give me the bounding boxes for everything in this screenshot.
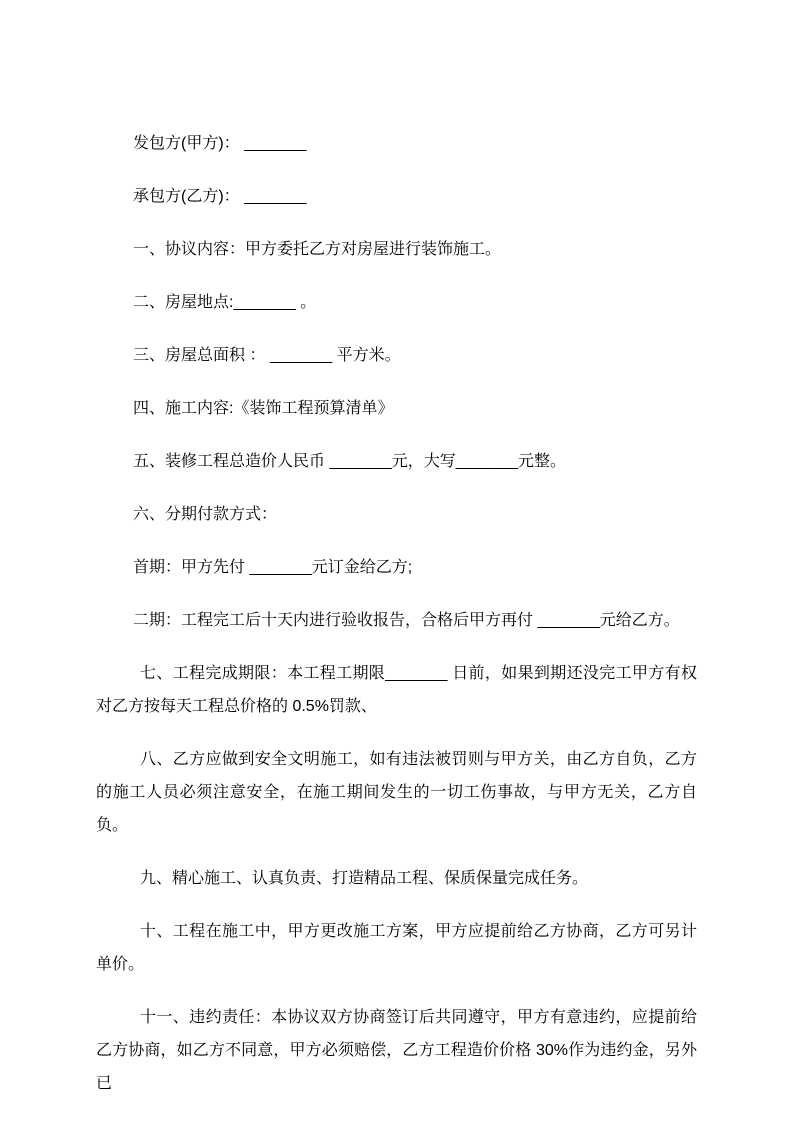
payment-second-installment: 二期：工程完工后十天内进行验收报告，合格后甲方再付 _______元给乙方。 <box>133 612 680 629</box>
clause-9-quality-commitment: 九、精心施工、认真负责、打造精品工程、保质保量完成任务。 <box>140 870 589 887</box>
clause-8-safety-liability: 八、乙方应做到安全文明施工，如有违法被罚则与甲方关，由乙方自负，乙方的施工人员必须注意安全，在施工期间发生的一切工伤事故，与甲方无关，乙方自负。 <box>96 751 697 834</box>
party-a-line: 发包方(甲方)： _______ <box>133 135 307 152</box>
clause-6-payment-method: 六、分期付款方式： <box>133 506 278 523</box>
party-b-line: 承包方(乙方)： _______ <box>133 188 307 205</box>
clause-11-breach-liability: 十一、违约责任：本协议双方协商签订后共同遵守，甲方有意违约，应提前给乙方协商，如乙方不同意，甲方必须赔偿，乙方工程造价价格 30%作为违约金，另外已 <box>96 1009 697 1092</box>
clause-5-total-price: 五、装修工程总造价人民币 _______元，大写_______元整。 <box>133 453 567 470</box>
clause-10-plan-changes: 十、工程在施工中，甲方更改施工方案，甲方应提前给乙方协商，乙方可另计单价。 <box>96 923 697 973</box>
clause-2-house-location: 二、房屋地点:_______ 。 <box>133 294 317 311</box>
clause-1-agreement-content: 一、协议内容：甲方委托乙方对房屋进行装饰施工。 <box>133 241 502 258</box>
clause-4-construction-scope: 四、施工内容:《装饰工程预算清单》 <box>133 400 394 417</box>
payment-first-installment: 首期：甲方先付 _______元订金给乙方; <box>133 559 413 576</box>
clause-7-completion-deadline: 七、工程完成期限：本工程工期限_______ 日前，如果到期还没完工甲方有权对乙方按每天工程总价格的 0.5%罚款、 <box>96 665 697 715</box>
clause-3-house-area: 三、房屋总面积 ： _______ 平方米。 <box>133 347 401 364</box>
